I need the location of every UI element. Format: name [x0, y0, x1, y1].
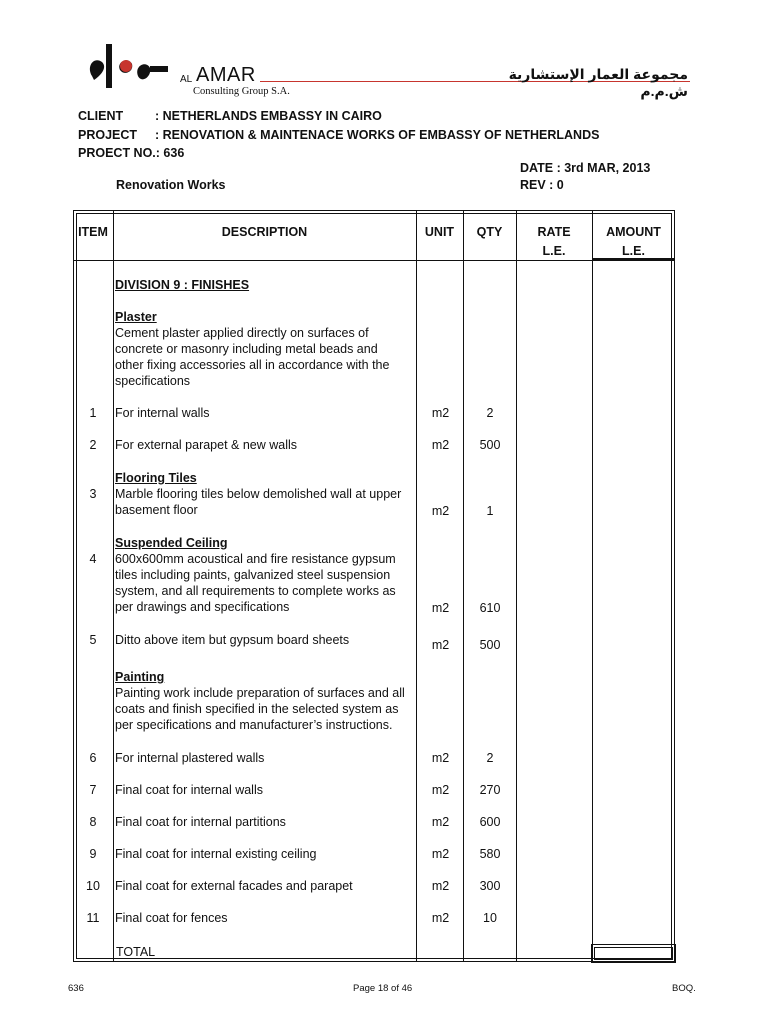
plaster-description: Cement plaster applied directly on surfaces of concrete or masonry including metal beads and other fixing accessories all in accordance with the specifications [115, 326, 390, 388]
footer-document-type: BOQ. [672, 983, 696, 994]
section-title: Renovation Works [116, 178, 226, 192]
row-item: 6 [89, 751, 97, 765]
row-qty: 610 [479, 601, 501, 615]
row-unit: m2 [431, 751, 450, 765]
row-item: 3 [89, 487, 97, 501]
header-unit: UNIT [424, 225, 455, 239]
col-divider [516, 210, 517, 962]
painting-heading: Painting [115, 670, 165, 684]
header-rate: RATE [537, 225, 571, 239]
row-qty: 500 [479, 438, 501, 452]
ceiling-heading: Suspended Ceiling [115, 536, 228, 550]
total-amount-box [591, 944, 676, 963]
row-description: Final coat for internal existing ceiling [115, 847, 317, 861]
row-item: 11 [86, 911, 100, 925]
row-item: 9 [89, 847, 97, 861]
col-divider [592, 210, 593, 962]
col-divider [416, 210, 417, 962]
project-value: : RENOVATION & MAINTENACE WORKS OF EMBASSY OF NETHERLANDS [155, 128, 600, 142]
division-heading: DIVISION 9 : FINISHES [115, 278, 250, 292]
row-unit: m2 [431, 783, 450, 797]
row-unit: m2 [431, 911, 450, 925]
project-number: PROECT NO.: 636 [78, 146, 185, 160]
row-item: 1 [89, 406, 97, 420]
row-item: 10 [86, 879, 100, 893]
company-logo-mark [86, 36, 170, 100]
row-description: For internal walls [115, 406, 210, 420]
row-description: Final coat for external facades and parapet [115, 879, 353, 893]
logo-al: AL [180, 74, 193, 85]
document-date: DATE : 3rd MAR, 2013 [520, 161, 651, 175]
header-amount-unit: L.E. [622, 244, 645, 258]
row-item: 8 [89, 815, 97, 829]
flooring-heading: Flooring Tiles [115, 471, 197, 485]
header-item: ITEM [78, 225, 108, 239]
row-qty: 10 [483, 911, 497, 925]
footer-page-number: Page 18 of 46 [353, 983, 413, 994]
row-description: 600x600mm acoustical and fire resistance gypsum tiles including paints, galvanized steel suspension system, and all requirements to complete works as per drawings and specifications [115, 552, 396, 614]
amount-header-underline [592, 258, 675, 261]
header-amount: AMOUNT [606, 225, 661, 239]
row-qty: 300 [479, 879, 501, 893]
client-label: CLIENT [78, 109, 124, 123]
row-item: 4 [89, 552, 97, 566]
row-unit: m2 [431, 879, 450, 893]
col-divider [113, 210, 114, 962]
row-description: Marble flooring tiles below demolished wall at upper basement floor [115, 487, 402, 517]
row-item: 7 [89, 783, 97, 797]
boq-table [73, 210, 675, 962]
row-unit: m2 [431, 815, 450, 829]
col-divider [463, 210, 464, 962]
row-qty: 580 [479, 847, 501, 861]
header-description: DESCRIPTION [221, 225, 308, 239]
header-rate-unit: L.E. [542, 244, 566, 258]
plaster-heading: Plaster [115, 310, 157, 324]
row-item: 2 [89, 438, 97, 452]
client-value: : NETHERLANDS EMBASSY IN CAIRO [155, 109, 382, 123]
row-description: Ditto above item but gypsum board sheets [115, 633, 350, 647]
row-unit: m2 [431, 847, 450, 861]
row-description: Final coat for fences [115, 911, 228, 925]
row-unit: m2 [431, 438, 450, 452]
header-qty: QTY [476, 225, 503, 239]
row-description: For external parapet & new walls [115, 438, 298, 452]
row-description: Final coat for internal walls [115, 783, 263, 797]
row-unit: m2 [431, 406, 450, 420]
row-qty: 600 [479, 815, 501, 829]
row-qty: 2 [486, 751, 494, 765]
painting-description: Painting work include preparation of surfaces and all coats and finish specified in the selected system as per specifications and manufacturer’s instructions. [115, 686, 405, 732]
row-item: 5 [89, 633, 97, 647]
row-unit: m2 [431, 601, 450, 615]
logo-name: AMAR [196, 64, 256, 86]
logo-subtitle: Consulting Group S.A. [193, 86, 290, 97]
row-description: Final coat for internal partitions [115, 815, 286, 829]
arabic-company-name: مجموعة العمار الإستشارية ش.م.م [508, 66, 688, 99]
row-unit: m2 [431, 504, 450, 518]
total-label: TOTAL [116, 945, 156, 959]
header-divider [73, 260, 675, 261]
revision: REV : 0 [520, 178, 564, 192]
row-description: For internal plastered walls [115, 751, 265, 765]
row-unit: m2 [431, 638, 450, 652]
row-qty: 2 [486, 406, 494, 420]
row-qty: 270 [479, 783, 501, 797]
row-qty: 500 [479, 638, 501, 652]
row-qty: 1 [486, 504, 494, 518]
project-label: PROJECT [78, 128, 138, 142]
footer-project-number: 636 [68, 983, 84, 994]
